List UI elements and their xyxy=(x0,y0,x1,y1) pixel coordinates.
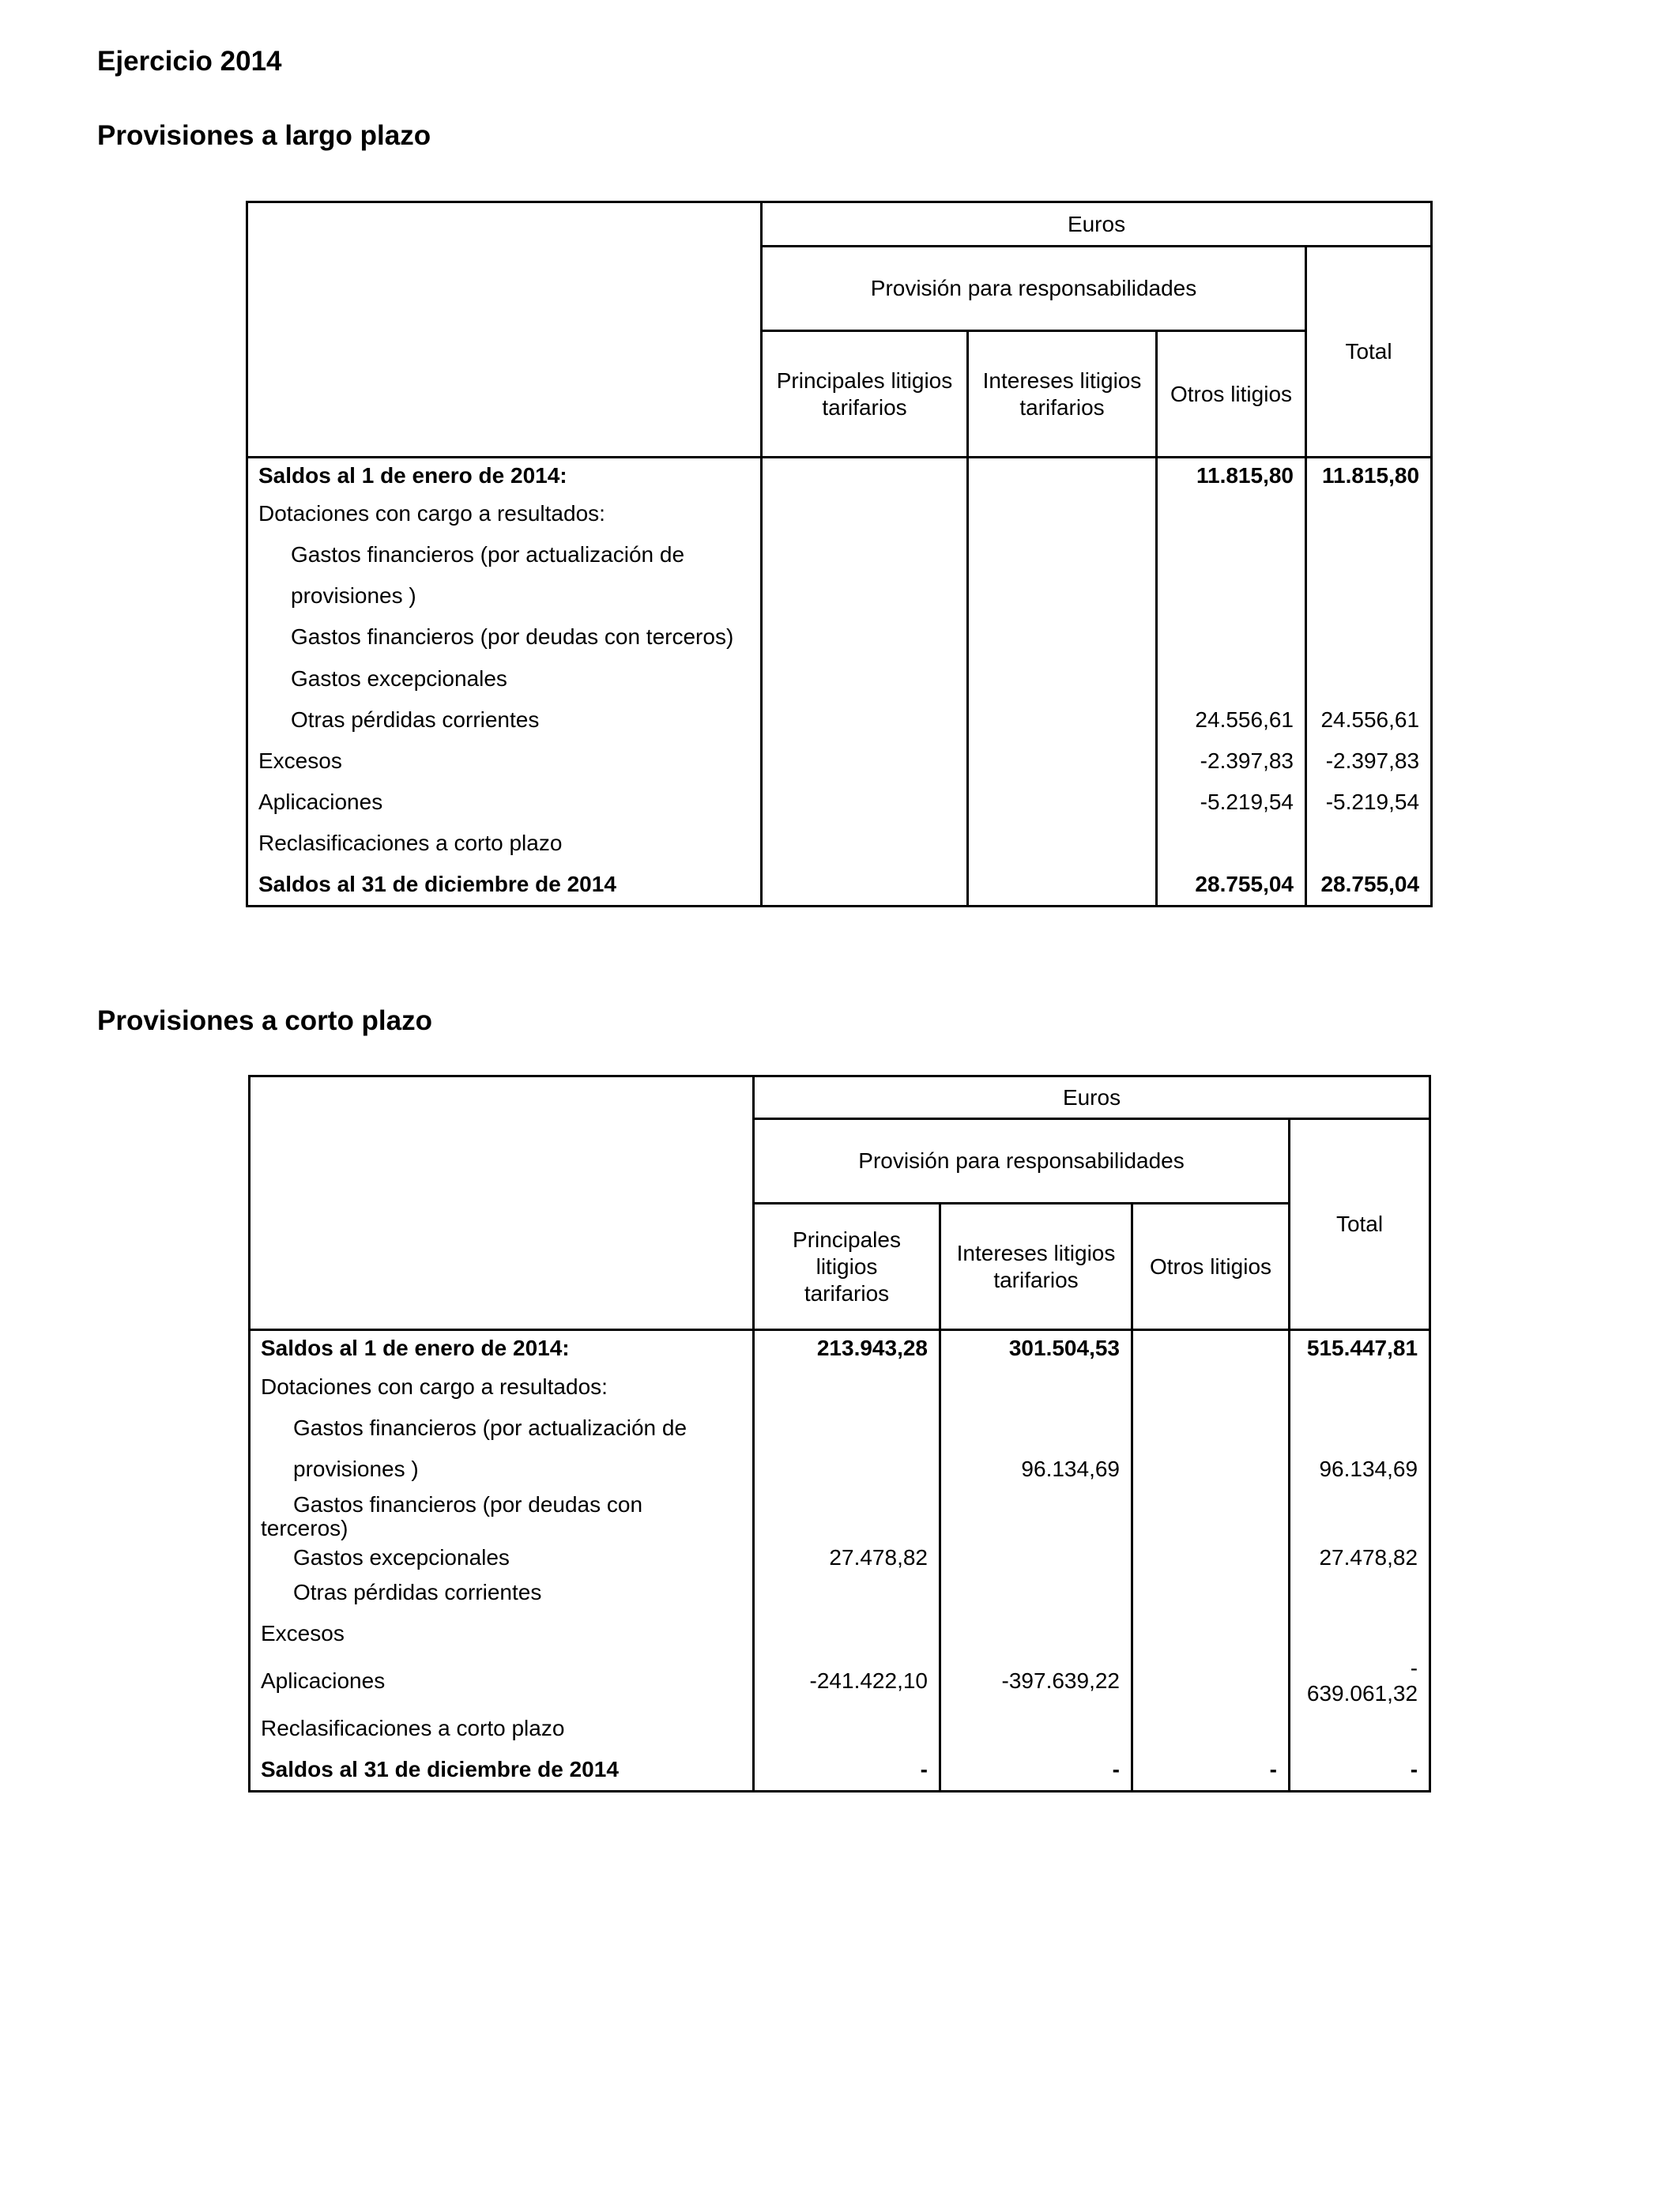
cell-value: -2.397,83 xyxy=(1306,741,1432,782)
row-label: Saldos al 1 de enero de 2014: xyxy=(261,1336,570,1361)
table-row xyxy=(250,1490,1430,1544)
row-label: Saldos al 1 de enero de 2014: xyxy=(258,462,567,488)
cell-value: - xyxy=(940,1749,1132,1792)
table-row xyxy=(247,458,1432,493)
cell-value: - xyxy=(754,1749,940,1792)
header-principales: Principales litigios tarifarios xyxy=(762,331,968,458)
row-label: Gastos financieros (por actualización de xyxy=(291,541,685,567)
cell-value: 28.755,04 xyxy=(1306,864,1432,907)
row-label: Excesos xyxy=(261,1620,345,1646)
row-label: Dotaciones con cargo a resultados: xyxy=(258,500,605,526)
table-row xyxy=(250,1544,1430,1572)
header-total: Total xyxy=(1290,1119,1430,1330)
table-row xyxy=(247,699,1432,741)
cell-value: -5.219,54 xyxy=(1306,782,1432,823)
cell-value: 96.134,69 xyxy=(940,1449,1132,1490)
table-row xyxy=(247,534,1432,575)
cell-value: 27.478,82 xyxy=(754,1544,940,1572)
table-row xyxy=(250,1330,1430,1367)
cell-value: - xyxy=(1132,1749,1290,1792)
row-label: provisiones ) xyxy=(291,582,416,608)
row-label-line: terceros) xyxy=(261,1515,348,1540)
cell-value: 24.556,61 xyxy=(1306,699,1432,741)
cell-value: 301.504,53 xyxy=(940,1330,1132,1367)
table-row xyxy=(250,1408,1430,1449)
table-row xyxy=(250,1749,1430,1792)
header-euros: Euros xyxy=(762,202,1432,247)
cell-value: - xyxy=(1290,1749,1430,1792)
cell-value: -5.219,54 xyxy=(1157,782,1306,823)
row-label: Saldos al 31 de diciembre de 2014 xyxy=(261,1756,619,1781)
table-largo-plazo xyxy=(246,201,1433,907)
cell-value: 11.815,80 xyxy=(1306,458,1432,493)
table-row xyxy=(247,575,1432,616)
header-otros: Otros litigios xyxy=(1132,1204,1290,1330)
cell-value: -2.397,83 xyxy=(1157,741,1306,782)
table-row xyxy=(250,1449,1430,1490)
row-label: provisiones ) xyxy=(293,1456,419,1481)
table-row xyxy=(250,1367,1430,1408)
table-row xyxy=(247,658,1432,699)
header-principales: Principales litigios tarifarios xyxy=(754,1204,940,1330)
cell-value-line: 639.061,32 xyxy=(1306,1680,1418,1706)
table-row xyxy=(250,1654,1430,1708)
cell-value-line: - xyxy=(1410,1655,1418,1680)
page-title: Ejercicio 2014 xyxy=(97,46,282,77)
table-row xyxy=(250,1708,1430,1749)
table-row xyxy=(250,1572,1430,1613)
section-title-largo-plazo: Provisiones a largo plazo xyxy=(97,120,431,151)
row-label: Otras pérdidas corrientes xyxy=(293,1579,542,1604)
header-blank xyxy=(247,202,762,458)
row-label: Gastos financieros (por deudas con terceros) xyxy=(291,624,734,649)
header-euros: Euros xyxy=(754,1076,1430,1119)
cell-value: 96.134,69 xyxy=(1290,1449,1430,1490)
row-label: Saldos al 31 de diciembre de 2014 xyxy=(258,871,616,896)
cell-value: 28.755,04 xyxy=(1157,864,1306,907)
row-label: Excesos xyxy=(258,748,342,773)
table-row xyxy=(247,864,1432,907)
header-total: Total xyxy=(1306,247,1432,458)
cell-value: 27.478,82 xyxy=(1290,1544,1430,1572)
cell-value: 213.943,28 xyxy=(754,1330,940,1367)
table-row xyxy=(247,493,1432,534)
table-row xyxy=(247,741,1432,782)
row-label: Reclasificaciones a corto plazo xyxy=(258,830,563,855)
header-otros: Otros litigios xyxy=(1157,331,1306,458)
row-label xyxy=(250,1490,754,1544)
cell-value xyxy=(1290,1654,1430,1708)
table-row xyxy=(250,1613,1430,1654)
row-label: Aplicaciones xyxy=(258,789,383,814)
row-label: Gastos excepcionales xyxy=(291,665,507,691)
table-row xyxy=(247,782,1432,823)
section-title-corto-plazo: Provisiones a corto plazo xyxy=(97,1005,432,1036)
header-provision: Provisión para responsabilidades xyxy=(754,1119,1290,1204)
cell-value: -397.639,22 xyxy=(940,1654,1132,1708)
cell-value: 24.556,61 xyxy=(1157,699,1306,741)
table-corto-plazo xyxy=(248,1075,1431,1793)
row-label: Gastos excepcionales xyxy=(293,1544,510,1570)
header-intereses: Intereses litigios tarifarios xyxy=(968,331,1157,458)
row-label: Dotaciones con cargo a resultados: xyxy=(261,1374,608,1399)
row-label: Otras pérdidas corrientes xyxy=(291,707,540,732)
row-label-line: Gastos financieros (por deudas con xyxy=(293,1491,643,1517)
table-row xyxy=(247,823,1432,864)
table-row xyxy=(247,616,1432,658)
row-label: Gastos financieros (por actualización de xyxy=(293,1415,687,1440)
header-intereses: Intereses litigios tarifarios xyxy=(940,1204,1132,1330)
cell-value: -241.422,10 xyxy=(754,1654,940,1708)
row-label: Reclasificaciones a corto plazo xyxy=(261,1715,565,1740)
cell-value: 11.815,80 xyxy=(1157,458,1306,493)
header-blank xyxy=(250,1076,754,1330)
cell-value: 515.447,81 xyxy=(1290,1330,1430,1367)
header-provision: Provisión para responsabilidades xyxy=(762,247,1306,331)
row-label: Aplicaciones xyxy=(261,1668,386,1693)
